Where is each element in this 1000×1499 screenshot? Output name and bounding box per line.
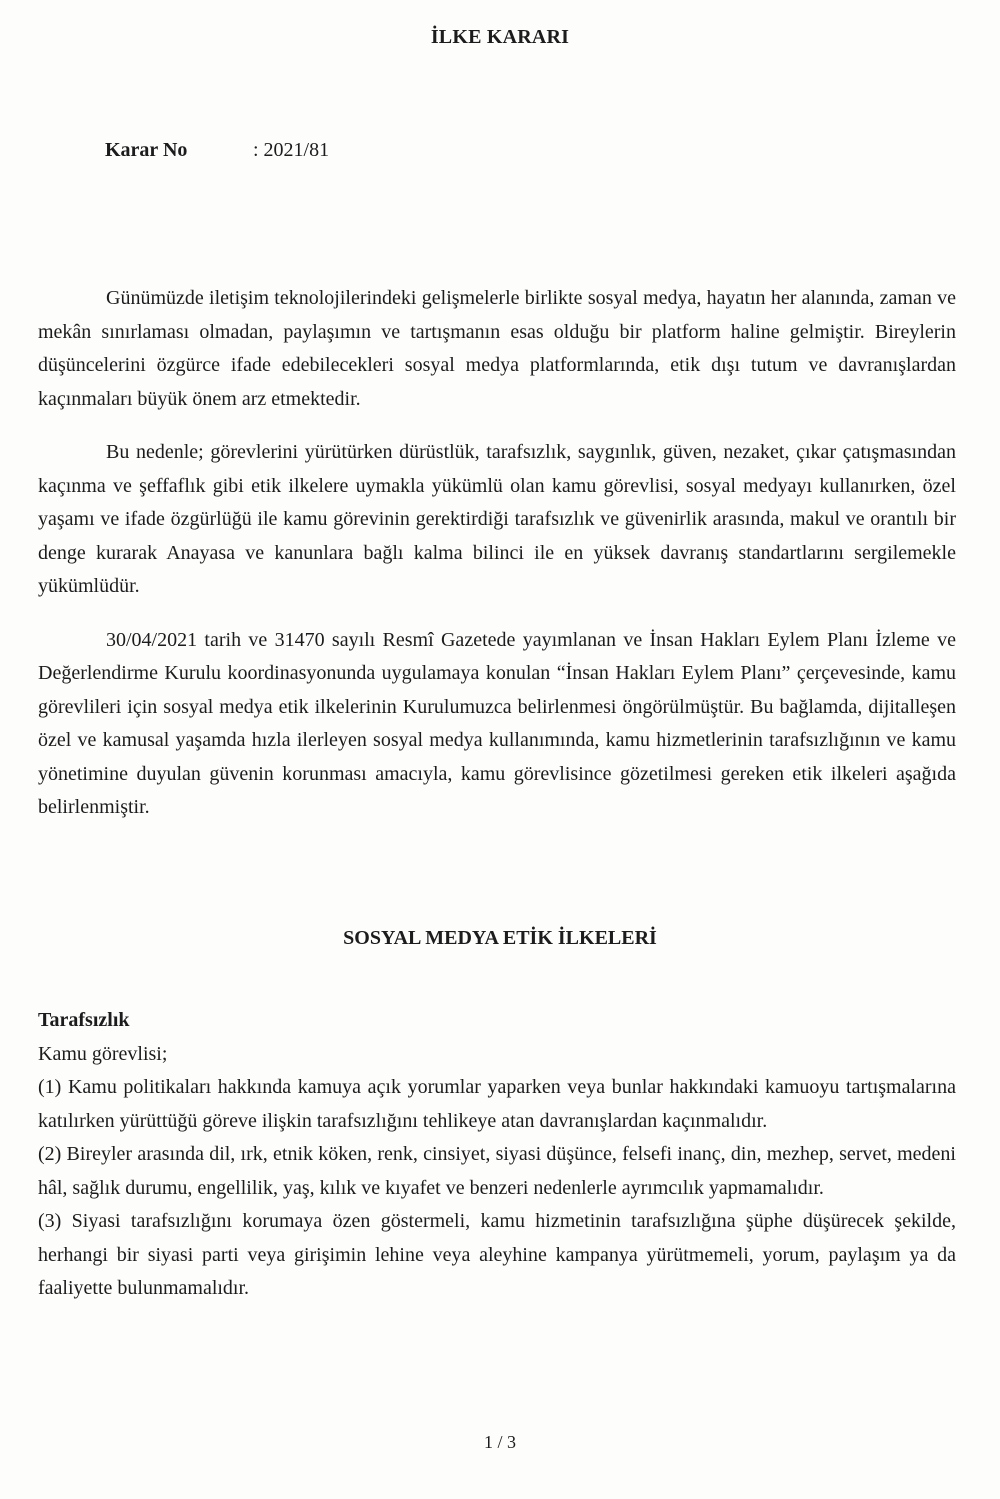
- principle-intro: Kamu görevlisi;: [38, 1042, 168, 1065]
- principle-item-2: (2) Bireyler arasında dil, ırk, etnik köken, renk, cinsiyet, siyasi düşünce, felsefi inanç, din, mezhep, servet, medeni hâl, sağlık durumu, engellilik, yaş, kılık ve kıyafet ve benzeri nedenlerle ayrımcılık yapmamalıdır.: [38, 1143, 956, 1199]
- paragraph-2: Bu nedenle; görevlerini yürütürken dürüstlük, tarafsızlık, saygınlık, güven, nezaket, çıkar çatışmasından kaçınma ve şeffaflık gibi etik ilkelere uymakla yükümlü olan kamu görevlisi, sosyal medyayı kullanırken, özel yaşamı ve ifade özgürlüğü ile kamu görevinin gerektirdiği tarafsızlık ve güvenirlik arasında, makul ve orantılı bir denge kurarak Anayasa ve kanunlara bağlı kalma bilinci ile en yüksek davranış standartlarını sergilemekle yükümlüdür.: [38, 441, 956, 597]
- section-title: SOSYAL MEDYA ETİK İLKELERİ: [343, 927, 657, 949]
- principle-item-1: (1) Kamu politikaları hakkında kamuya açık yorumlar yaparken veya bunlar hakkındaki kamuoyu tartışmalarına katılırken yürüttüğü göreve ilişkin tarafsızlığını tehlikeye atan davranışlardan kaçınmalıdır.: [38, 1076, 956, 1132]
- body-text: [38, 282, 956, 845]
- principle-item-3: (3) Siyasi tarafsızlığını korumaya özen göstermeli, kamu hizmetinin tarafsızlığına şüphe düşürecek şekilde, herhangi bir siyasi parti veya girişimin lehine veya aleyhine kampanya yürütmemeli, yorum, paylaşım ya da faaliyette bulunmamalıdır.: [38, 1210, 956, 1299]
- paragraph-1: Günümüzde iletişim teknolojilerindeki gelişmelerle birlikte sosyal medya, hayatın her alanında, zaman ve mekân sınırlaması olmadan, paylaşımın ve tartışmanın esas olduğu bir platform haline gelmiştir. Bireylerin düşüncelerini özgürce ifade edebilecekleri sosyal medya platformlarında, etik dışı tutum ve davranışlardan kaçınmaları büyük önem arz etmektedir.: [38, 287, 956, 410]
- decision-number-value: : 2021/81: [253, 139, 330, 161]
- document-title: İLKE KARARI: [430, 26, 570, 48]
- decision-number-label: Karar No: [105, 139, 188, 161]
- principles-section: [38, 1004, 956, 1306]
- decision-number: [105, 139, 329, 162]
- principle-heading: Tarafsızlık: [38, 1009, 130, 1031]
- page-number: 1 / 3: [483, 1432, 516, 1452]
- paragraph-3: 30/04/2021 tarih ve 31470 sayılı Resmî Gazetede yayımlanan ve İnsan Hakları Eylem Planı İzleme ve Değerlendirme Kurulu koordinasyonunda uygulamaya konulan “İnsan Hakları Eylem Planı” çerçevesinde, kamu görevlileri için sosyal medya etik ilkelerinin Kurulumuzca belirlenmesi öngörülmüştür. Bu bağlamda, dijitalleşen özel ve kamusal yaşamda hızla ilerleyen sosyal medya kullanımında, kamu hizmetlerinin tarafsızlığının ve kamu yönetimine duyulan güvenin korunması amacıyla, kamu görevlisince gözetilmesi gereken etik ilkeleri aşağıda belirlenmiştir.: [38, 628, 956, 818]
